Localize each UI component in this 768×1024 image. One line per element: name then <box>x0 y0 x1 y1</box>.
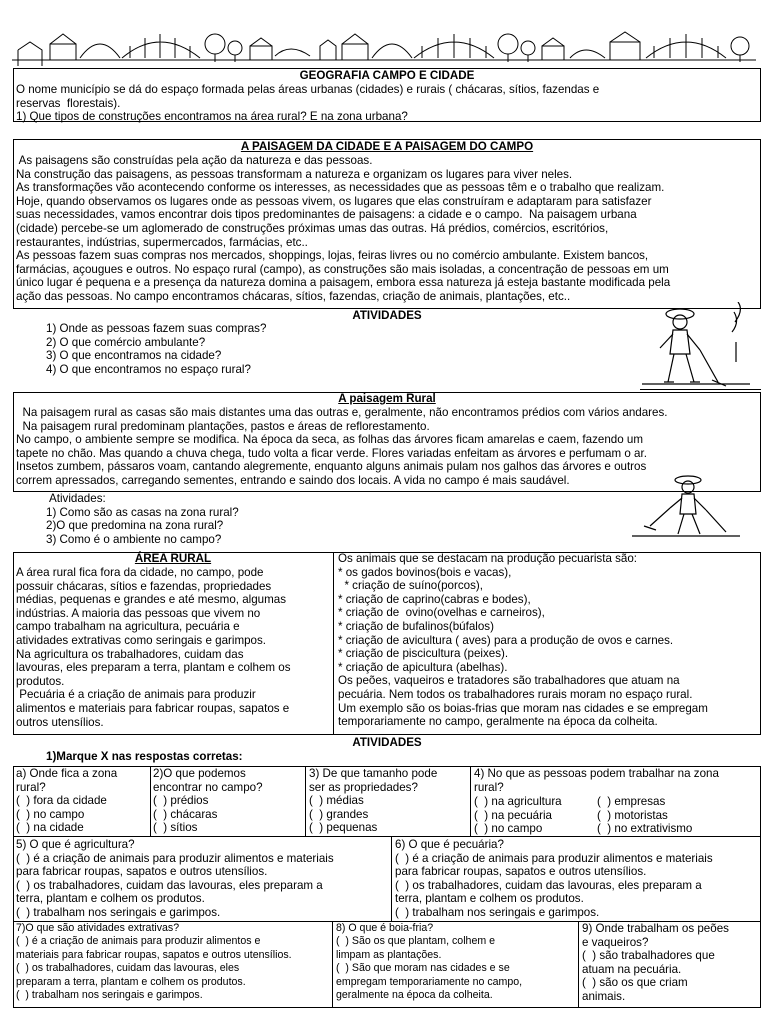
question-line: a) Onde fica a zona <box>16 767 118 780</box>
question-line: rural? <box>474 780 504 794</box>
question-line: 2)O que podemos <box>153 767 246 780</box>
paragraph-line: Os peões, vaqueiros e tratadores são trabalhadores que atuam na <box>338 674 680 688</box>
question-line: ( ) os trabalhadores, cuidam das lavouras, eles preparam a <box>395 878 702 892</box>
paragraph-line: * criação de ovino(ovelhas e carneiros), <box>338 606 545 620</box>
paragraph-line: * criação de avicultura ( aves) para a produção de ovos e carnes. <box>338 633 674 647</box>
question-item: 2) O que comércio ambulante? <box>46 335 206 349</box>
paisagem-text <box>16 154 670 304</box>
paragraph-line: A área rural fica fora da cidade, no campo, pode <box>16 566 264 579</box>
question-line: para fabricar roupas, sapatos e outros utensílios. <box>16 865 268 879</box>
question-line: ( ) são os que criam <box>582 976 688 990</box>
paragraph-line: indústrias. A maioria das pessoas que vivem no <box>16 606 261 620</box>
rural-atividades <box>46 492 239 546</box>
table-col-divider <box>578 921 579 1008</box>
table-col-divider <box>305 766 306 836</box>
intro-line: reservas florestais). <box>16 96 121 110</box>
atividades-label: Atividades: <box>49 492 106 505</box>
rural-text <box>16 406 668 488</box>
paragraph-line: * criação de caprino(cabras e bodes), <box>338 592 531 606</box>
question-item: 2)O que predomina na zona rural? <box>46 519 224 533</box>
farmer-illustration <box>630 470 742 542</box>
question-line: encontrar no campo? <box>153 780 263 794</box>
question-line: 4) No que as pessoas podem trabalhar na zona <box>474 767 719 780</box>
option-line: ( ) empresas <box>597 795 666 808</box>
paragraph-line: atividades extrativas como seringais e garimpos. <box>16 633 267 647</box>
paisagem-title: A PAISAGEM DA CIDADE E A PAISAGEM DO CAMPO <box>240 140 534 153</box>
table-col-divider <box>150 766 151 836</box>
option-line: ( ) na agricultura <box>474 795 562 808</box>
paragraph-line: Na paisagem rural predominam plantações, pastos e áreas de reflorestamento. <box>16 419 430 433</box>
question-line: ( ) trabalham nos seringais e garimpos. <box>395 905 600 919</box>
paragraph-line: farmácias, açougues e outros. No espaço rural (campo), as construções são mais isoladas, a concentração de pessoas em um <box>16 262 669 276</box>
question-line: 7)O que são atividades extrativas? <box>16 922 180 934</box>
question-7-cell <box>16 922 292 1002</box>
question-4-options-left <box>474 795 562 836</box>
question-line: ( ) fora da cidade <box>16 794 107 808</box>
paragraph-line: * os gados bovinos(bois e vacas), <box>338 565 512 579</box>
question-line: ( ) é a criação de animais para produzir alimentos e <box>16 935 261 948</box>
intro-question: 1) Que tipos de construções encontramos na área rural? E na zona urbana? <box>16 110 408 124</box>
question-line: e vaqueiros? <box>582 935 649 949</box>
landscape-banner-illustration <box>10 22 760 68</box>
paragraph-line: Insetos zumbem, pássaros voam, cantando alegremente, enquanto alguns animais pulam nos galhos das árvores e outros <box>16 460 647 474</box>
area-rural-title: ÁREA RURAL <box>134 552 212 565</box>
question-line: preparam a terra, plantam e colhem os produtos. <box>16 975 246 988</box>
question-line: 9) Onde trabalham os peões <box>582 922 729 935</box>
question-line: ( ) médias <box>309 794 364 808</box>
question-line: limpam as plantações. <box>336 948 442 961</box>
paragraph-line: médias, pequenas e grandes e até mesmo, algumas <box>16 593 287 607</box>
column-divider <box>333 552 334 735</box>
question-line: geralmente na época da colheita. <box>336 989 493 1002</box>
question-line: 6) O que é pecuária? <box>395 838 504 851</box>
paragraph-line: As pessoas fazem suas compras nos mercados, shoppings, lojas, feiras livres ou no comércio ambulante. Existem bancos, <box>16 249 649 263</box>
atividades-list <box>46 322 266 376</box>
instruction-text: 1)Marque X nas respostas corretas: <box>46 750 243 763</box>
option-line: ( ) no campo <box>474 822 543 836</box>
rural-title: A paisagem Rural <box>338 392 436 405</box>
question-a-cell <box>16 767 117 835</box>
question-line: 5) O que é agricultura? <box>16 838 135 851</box>
paragraph-line: pecuária. Nem todos os trabalhadores rurais moram no espaço rural. <box>338 687 693 701</box>
option-line: ( ) motoristas <box>597 808 668 822</box>
option-line: ( ) na pecuária <box>474 808 552 822</box>
question-2-cell <box>153 767 263 835</box>
paragraph-line: (cidade) percebe-se um aglomerado de construções próximas umas das outras. Há prédios, comércios, escritórios, <box>16 221 609 235</box>
question-item: 3) O que encontramos na cidade? <box>46 349 222 363</box>
question-line: empregam temporariamente no campo, <box>336 975 523 988</box>
question-5-cell <box>16 838 334 920</box>
paragraph-line: correm apressados, carregando sementes, entrando e saindo dos locais. A vida no campo é mais saudável. <box>16 473 570 487</box>
question-line: ( ) os trabalhadores, cuidam das lavouras, eles preparam a <box>16 878 323 892</box>
question-4-cell <box>474 767 719 794</box>
question-line: ( ) na cidade <box>16 821 84 835</box>
paragraph-line: campo trabalham na agricultura, pecuária e <box>16 620 240 634</box>
question-line: para fabricar roupas, sapatos e outros utensílios. <box>395 865 647 879</box>
paragraph-line: * criação de bufalinos(búfalos) <box>338 619 494 633</box>
paragraph-line: tapete no chão. Mas quando a chuva chega, tudo volta a ficar verde. Flores variadas enfeitam as árvores e perfumam o ar. <box>16 446 647 460</box>
paragraph-line: No campo, o ambiente sempre se modifica. Na época da seca, as folhas das árvores ficam amarelas e caem, fazendo um <box>16 433 644 447</box>
atividades-heading: ATIVIDADES <box>352 309 422 322</box>
question-line: ( ) pequenas <box>309 821 378 835</box>
question-line: ( ) grandes <box>309 807 369 821</box>
table-col-divider <box>332 921 333 1008</box>
paragraph-line: As paisagens são construídas pela ação da natureza e das pessoas. <box>16 154 373 167</box>
question-line: ( ) chácaras <box>153 807 218 821</box>
question-6-cell <box>395 838 713 920</box>
question-4-options-right <box>597 795 692 836</box>
question-line: ( ) trabalham nos seringais e garimpos. <box>16 905 221 919</box>
question-line: terra, plantam e colhem os produtos. <box>16 892 205 906</box>
paragraph-line: Na paisagem rural as casas são mais distantes uma das outras e, geralmente, não encontramos prédios com vários andares. <box>16 406 668 419</box>
divider <box>640 389 761 390</box>
paragraph-line: lavouras, eles preparam a terra, plantam e colhem os <box>16 661 291 675</box>
paragraph-line: * criação de piscicultura (peixes). <box>338 647 509 661</box>
question-line: rural? <box>16 780 46 794</box>
intro-line: O nome município se dá do espaço formada pelas áreas urbanas (cidades) e rurais ( chácaras, sítios, fazendas e <box>16 83 600 96</box>
question-line: ( ) no campo <box>16 807 85 821</box>
question-line: ( ) os trabalhadores, cuidam das lavouras, eles <box>16 962 240 975</box>
paragraph-line: As transformações vão acontecendo conforme os interesses, as necessidades que as pessoas têm e o trabalho que realizam. <box>16 181 665 195</box>
question-line: materiais para fabricar roupas, sapatos e outros utensílios. <box>16 948 292 961</box>
option-line: ( ) no extrativismo <box>597 822 693 836</box>
paragraph-line: produtos. <box>16 674 65 688</box>
table-row-divider <box>13 836 761 837</box>
paragraph-line: Na agricultura os trabalhadores, cuidam das <box>16 647 244 661</box>
paragraph-line: único lugar é pequena e a presença da natureza domina a paisagem, embora essa natureza já esteja bastante modificada pela <box>16 276 671 290</box>
question-line: ( ) trabalham nos seringais e garimpos. <box>16 989 203 1002</box>
table-col-divider <box>391 836 392 921</box>
paragraph-line: outros utensílios. <box>16 715 104 729</box>
question-line: ( ) prédios <box>153 794 209 808</box>
paragraph-line: Pecuária é a criação de animais para produzir <box>16 688 256 702</box>
table-col-divider <box>470 766 471 836</box>
question-line: ser as propriedades? <box>309 780 418 794</box>
question-line: ( ) são trabalhadores que <box>582 949 715 963</box>
paragraph-line: restaurantes, indústrias, supermercados, farmácias, etc.. <box>16 235 308 249</box>
paragraph-line: Os animais que se destacam na produção pecuarista são: <box>338 552 638 565</box>
question-line: ( ) é a criação de animais para produzir alimentos e materiais <box>395 851 713 865</box>
paragraph-line: alimentos e materiais para fabricar roupas, sapatos e <box>16 701 290 715</box>
paragraph-line: Na construção das paisagens, as pessoas transformam a natureza e organizam os lugares para viver neles. <box>16 167 573 181</box>
question-9-cell <box>582 922 729 1004</box>
question-line: ( ) é a criação de animais para produzir alimentos e materiais <box>16 851 334 865</box>
question-item: 3) Como é o ambiente no campo? <box>46 532 222 546</box>
area-rural-right-text <box>338 552 708 729</box>
paragraph-line: * criação de apicultura (abelhas). <box>338 660 508 674</box>
question-line: ( ) São que moram nas cidades e se <box>336 962 510 975</box>
question-item: 1) Como são as casas na zona rural? <box>46 505 239 519</box>
paragraph-line: ação das pessoas. No campo encontramos chácaras, sítios, fazendas, criação de animais, plantações, etc.. <box>16 289 571 303</box>
question-3-cell <box>309 767 437 835</box>
question-8-cell <box>336 922 522 1002</box>
question-item: 4) O que encontramos no espaço rural? <box>46 362 251 376</box>
question-line: 3) De que tamanho pode <box>309 767 438 780</box>
question-line: atuam na pecuária. <box>582 962 682 976</box>
paragraph-line: * criação de suíno(porcos), <box>338 579 483 593</box>
question-line: ( ) sítios <box>153 821 198 835</box>
atividades-heading: ATIVIDADES <box>352 736 422 749</box>
question-line: ( ) São os que plantam, colhem e <box>336 935 495 948</box>
paragraph-line: Um exemplo são os boias-frias que moram nas cidades e se empregam <box>338 701 708 715</box>
question-line: 8) O que é boia-fria? <box>336 922 434 934</box>
paragraph-line: temporariamente no campo, geralmente na época da colheita. <box>338 715 658 729</box>
question-line: animais. <box>582 989 626 1003</box>
paragraph-line: suas necessidades, vamos encontrar dois tipos predominantes de paisagens: a cidade e o campo. Na paisagem urbana <box>16 208 637 222</box>
paragraph-line: possuir chácaras, sítios e fazendas, propriedades <box>16 579 272 593</box>
page-title: GEOGRAFIA CAMPO E CIDADE <box>299 69 475 82</box>
paragraph-line: Hoje, quando observamos os lugares onde as pessoas vivem, os lugares que elas construíram e adaptaram para satisfazer <box>16 194 652 208</box>
area-rural-left-text <box>16 566 291 729</box>
farmer-illustration <box>640 302 752 392</box>
question-item: 1) Onde as pessoas fazem suas compras? <box>46 322 267 335</box>
question-line: terra, plantam e colhem os produtos. <box>395 892 584 906</box>
intro-text <box>16 83 599 124</box>
